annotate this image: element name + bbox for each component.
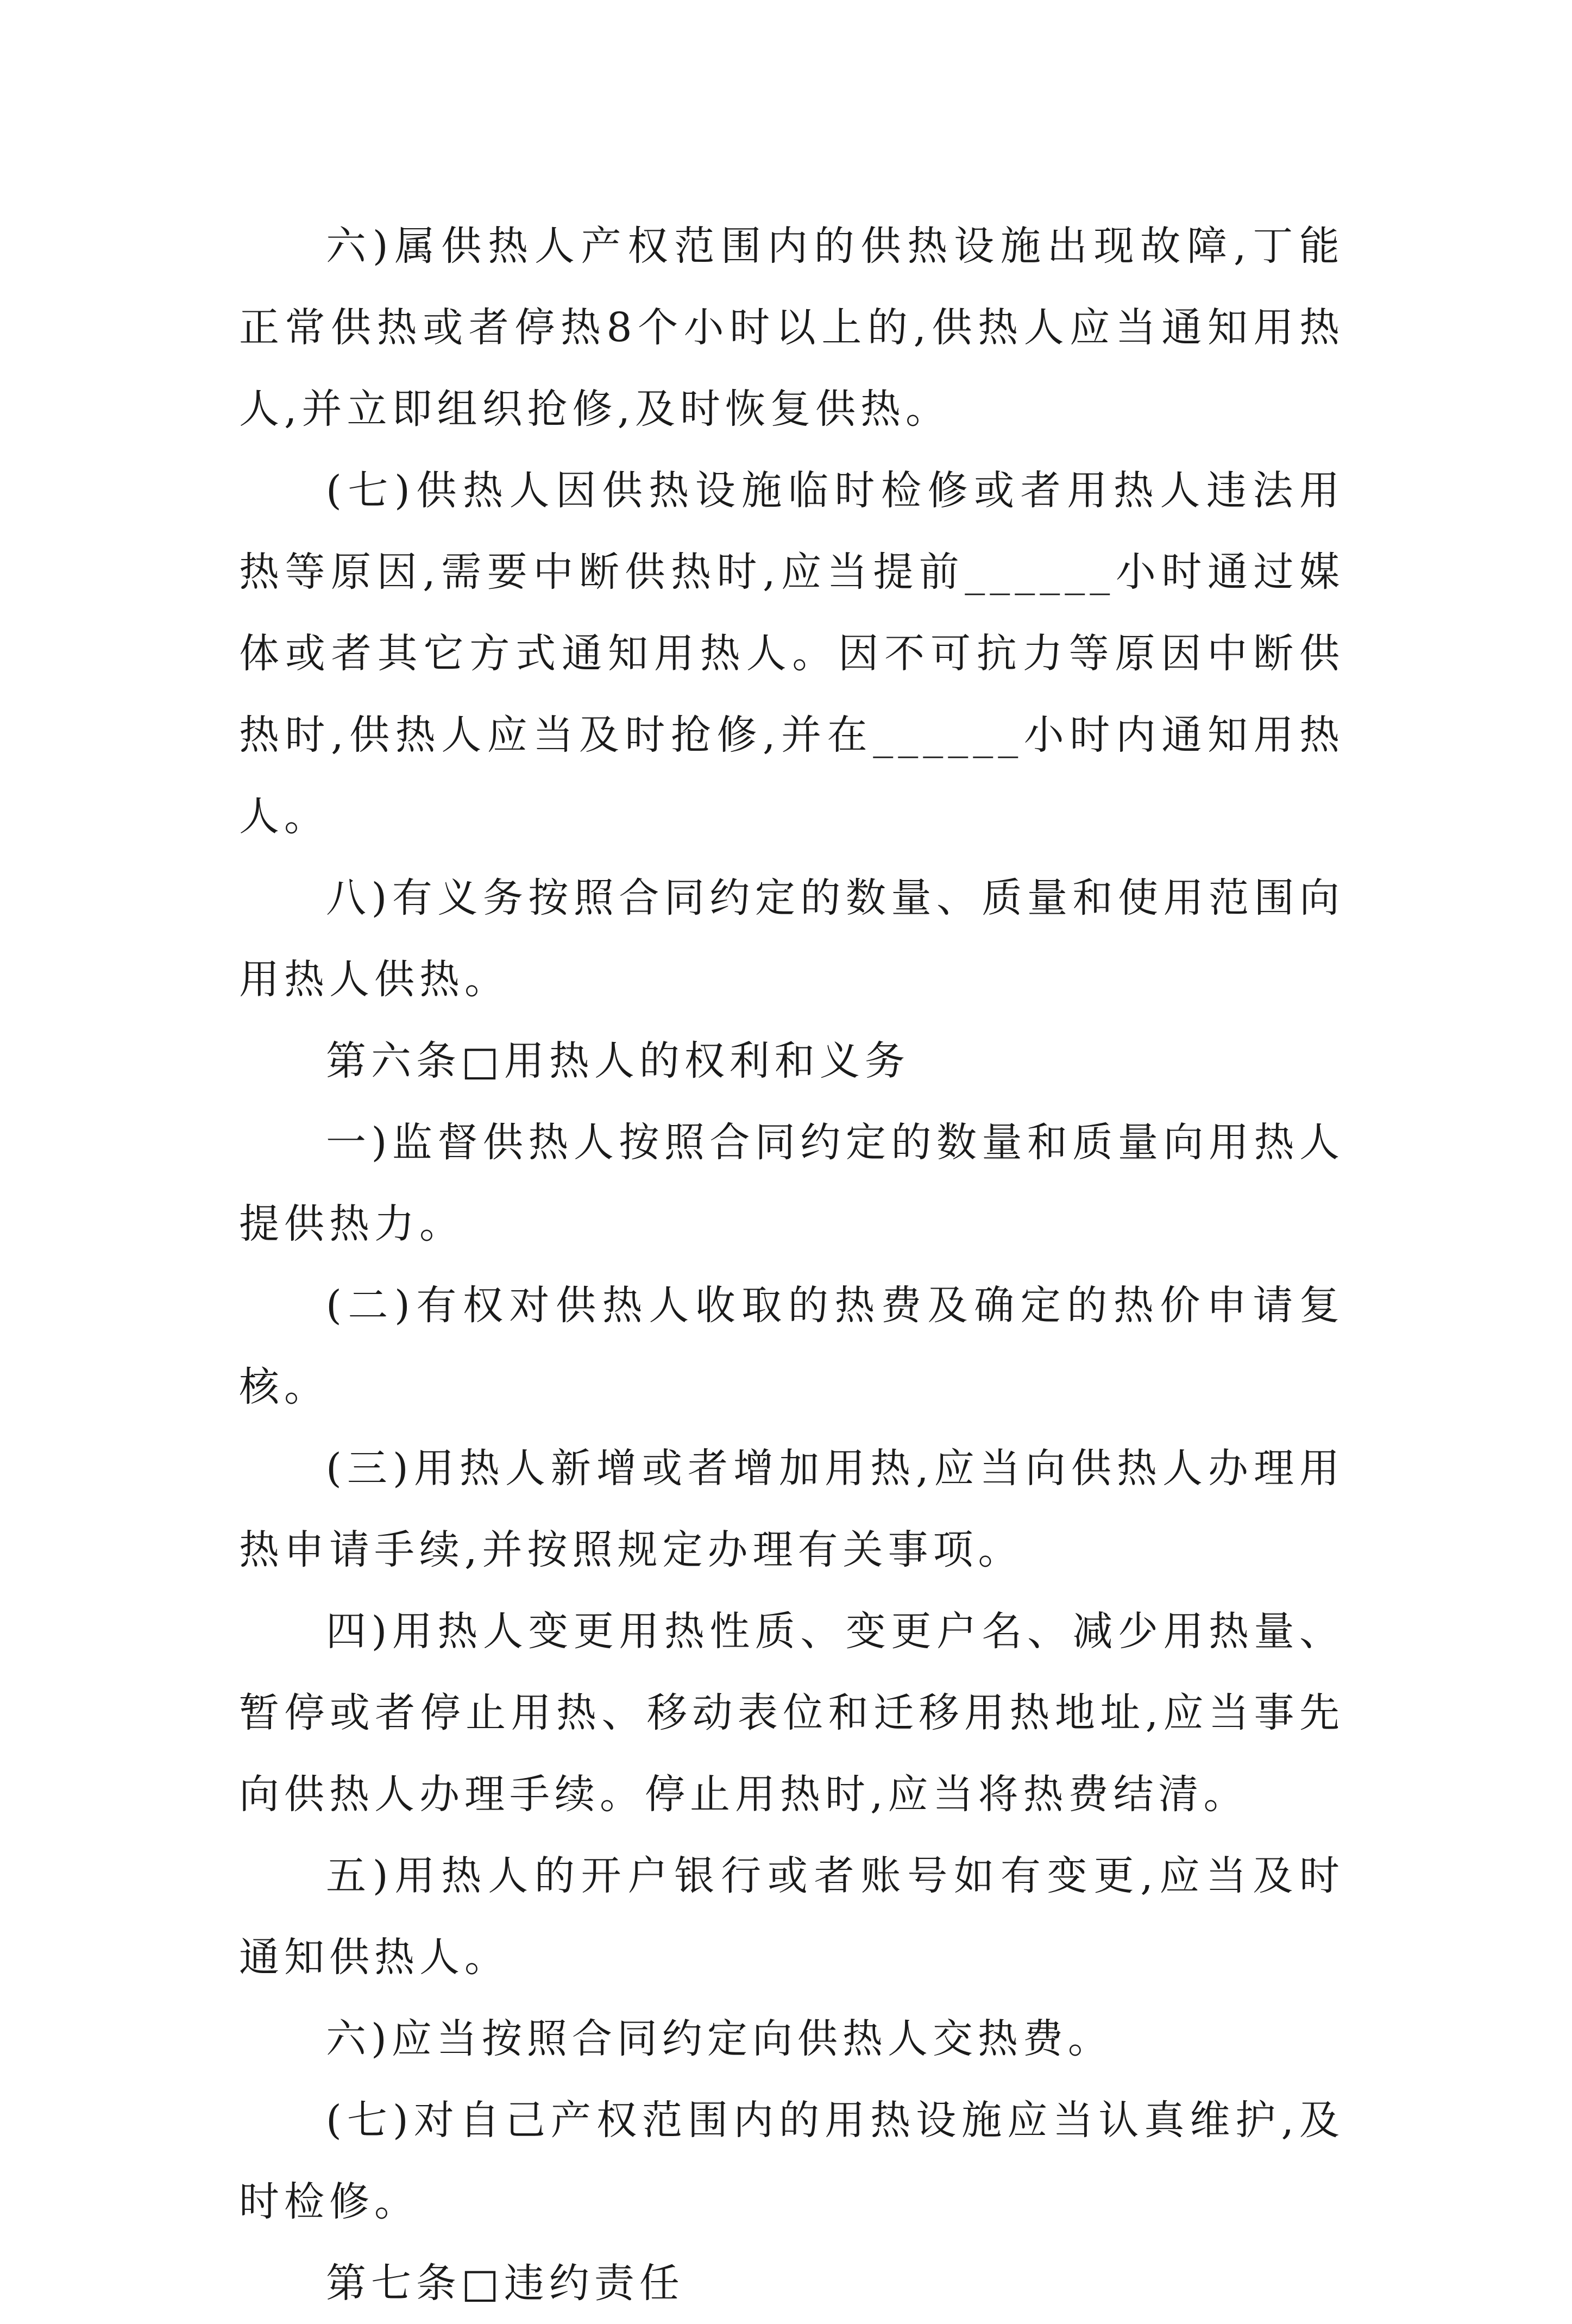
paragraph-user-right-6: 六)应当按照合同约定向供热人交热费。 <box>326 2015 1113 2062</box>
paragraph-user-right-1: 一)监督供热人按照合同约定的数量和质量向用热人提供热力。 <box>239 1119 1344 1247</box>
paragraph-supplier-obligation-6: 六)属供热人产权范围内的供热设施出现故障,丁能正常供热或者停热8个小时以上的,供热人应当通知用热人,并立即组织抢修,及时恢复供热。 <box>239 223 1344 432</box>
paragraph-user-right-2: (二)有权对供热人收取的热费及确定的热价申请复核。 <box>239 1282 1344 1410</box>
paragraph-user-right-7: (七)对自己产权范围内的用热设施应当认真维护,及时检修。 <box>239 2097 1344 2225</box>
paragraph-user-right-3: (三)用热人新增或者增加用热,应当向供热人办理用热申请手续,并按照规定办理有关事项。 <box>239 1445 1344 1573</box>
paragraph-supplier-obligation-8: 八)有义务按照合同约定的数量、质量和使用范围向用热人供热。 <box>239 875 1344 1003</box>
article-6-heading: 第六条□用热人的权利和义务 <box>326 1038 910 1084</box>
article-7-heading: 第七条□违约责任 <box>326 2260 684 2307</box>
paragraph-supplier-obligation-7: (七)供热人因供热设施临时检修或者用热人违法用热等原因,需要中断供热时,应当提前______小时通过媒体或者其它方式通知用热人。因不可抗力等原因中断供热时,供热人应当及时抢修,并在______小时内通知用热人。 <box>239 467 1344 840</box>
document-body <box>239 205 1344 2324</box>
paragraph-user-right-4: 四)用热人变更用热性质、变更户名、减少用热量、暂停或者停止用热、移动表位和迁移用热地址,应当事先向供热人办理手续。停止用热时,应当将热费结清。 <box>239 1608 1344 1818</box>
paragraph-user-right-5: 五)用热人的开户银行或者账号如有变更,应当及时通知供热人。 <box>239 1852 1344 1981</box>
